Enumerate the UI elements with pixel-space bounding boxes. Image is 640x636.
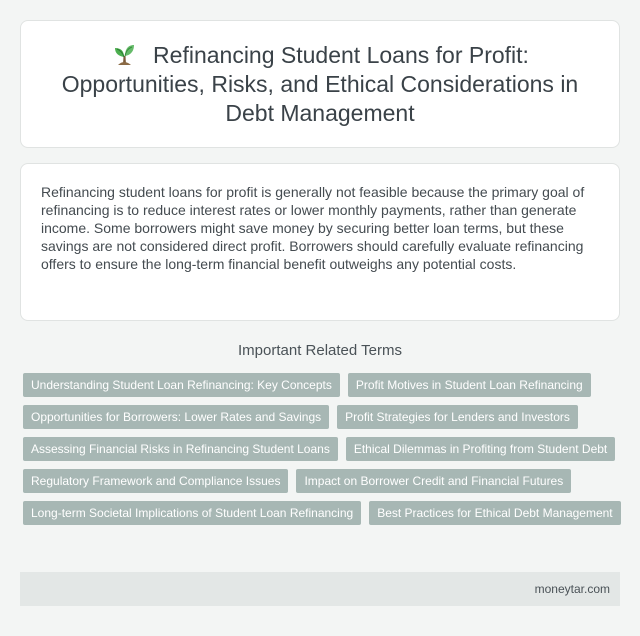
summary-card xyxy=(20,163,620,321)
footer xyxy=(20,572,620,606)
related-terms-list xyxy=(23,373,623,525)
title-card xyxy=(20,20,620,148)
footer-site-link[interactable]: moneytar.com xyxy=(534,582,610,596)
related-term-tag[interactable]: Profit Motives in Student Loan Refinancing xyxy=(348,373,591,397)
related-term-tag[interactable]: Ethical Dilemmas in Profiting from Student Debt xyxy=(346,437,615,461)
related-terms-heading: Important Related Terms xyxy=(238,342,402,359)
page-title-text: Refinancing Student Loans for Profit: Opportunities, Risks, and Ethical Considerations in Debt Management xyxy=(61,41,579,126)
related-term-tag[interactable]: Profit Strategies for Lenders and Investors xyxy=(337,405,578,429)
related-term-tag[interactable]: Understanding Student Loan Refinancing: Key Concepts xyxy=(23,373,340,397)
related-term-tag[interactable]: Best Practices for Ethical Debt Management xyxy=(369,501,620,525)
related-term-tag[interactable]: Long-term Societal Implications of Student Loan Refinancing xyxy=(23,501,361,525)
related-term-tag[interactable]: Impact on Borrower Credit and Financial Futures xyxy=(296,469,571,493)
related-term-tag[interactable]: Regulatory Framework and Compliance Issues xyxy=(23,469,288,493)
page-title xyxy=(40,41,600,128)
summary-text: Refinancing student loans for profit is generally not feasible because the primary goal of refinancing is to reduce interest rates or lower monthly payments, rather than generate income. Some borrowers might save money by securing better loan terms, but these savings are not considered direct profit. Borrowers should carefully evaluate refinancing offers to ensure the long-term financial benefit outweighs any potential costs. xyxy=(41,184,585,272)
seedling-icon xyxy=(111,41,137,65)
related-term-tag[interactable]: Assessing Financial Risks in Refinancing Student Loans xyxy=(23,437,338,461)
related-term-tag[interactable]: Opportunities for Borrowers: Lower Rates and Savings xyxy=(23,405,329,429)
